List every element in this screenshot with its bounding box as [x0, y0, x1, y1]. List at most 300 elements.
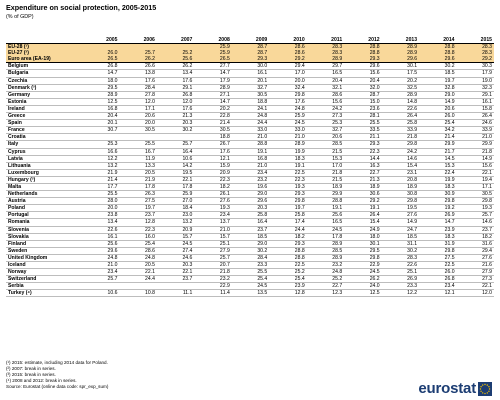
value-cell: 25.3 [307, 120, 344, 127]
value-cell: 18.8 [232, 98, 269, 105]
value-cell: 20.1 [232, 77, 269, 84]
value-cell: 20.8 [382, 176, 419, 183]
value-cell: 27.6 [382, 212, 419, 219]
value-cell: 25.5 [344, 120, 381, 127]
value-cell: 13.4 [82, 219, 119, 226]
value-cell: 23.2 [194, 276, 231, 283]
value-cell: 28.7 [232, 50, 269, 56]
table-row [6, 169, 494, 176]
value-cell: 20.9 [194, 169, 231, 176]
value-cell: 20.7 [194, 262, 231, 269]
value-cell: 26.0 [82, 50, 119, 56]
value-cell: 28.8 [419, 50, 456, 56]
value-cell: 20.3 [157, 262, 194, 269]
table-row [6, 276, 494, 283]
row-label: Ireland [6, 105, 82, 112]
value-cell: 29.1 [157, 84, 194, 91]
value-cell: 15.0 [344, 98, 381, 105]
value-cell: 15.6 [307, 98, 344, 105]
value-cell: 26.7 [194, 141, 231, 148]
value-cell: 22.5 [269, 262, 306, 269]
header-row [6, 37, 494, 44]
value-cell: 24.8 [119, 254, 156, 261]
value-cell: 20.9 [157, 226, 194, 233]
value-cell: 17.0 [307, 162, 344, 169]
value-cell: 14.7 [194, 98, 231, 105]
value-cell: 29.9 [307, 191, 344, 198]
value-cell: 17.9 [457, 70, 494, 77]
value-cell: 15.3 [307, 155, 344, 162]
value-cell: 28.9 [307, 240, 344, 247]
row-label: Czechia [6, 77, 82, 84]
value-cell [82, 283, 119, 290]
row-label: Netherlands [6, 191, 82, 198]
value-cell: 22.1 [157, 176, 194, 183]
value-cell: 20.6 [419, 105, 456, 112]
value-cell: 25.7 [157, 141, 194, 148]
value-cell: 20.0 [119, 120, 156, 127]
value-cell: 20.3 [232, 205, 269, 212]
value-cell: 25.5 [119, 141, 156, 148]
value-cell: 15.6 [457, 162, 494, 169]
table-row [6, 205, 494, 212]
value-cell: 27.5 [119, 198, 156, 205]
value-cell: 19.9 [419, 176, 456, 183]
value-cell: 19.6 [232, 183, 269, 190]
value-cell: 18.2 [457, 233, 494, 240]
value-cell: 23.7 [119, 212, 156, 219]
value-cell: 17.8 [119, 183, 156, 190]
value-cell: 30.8 [382, 191, 419, 198]
table-title: Expenditure on social protection, 2005-2015 [6, 3, 157, 12]
value-cell: 13.7 [194, 219, 231, 226]
value-cell: 23.4 [232, 169, 269, 176]
value-cell: 27.3 [307, 113, 344, 120]
value-cell: 29.6 [419, 56, 456, 63]
value-cell: 24.0 [344, 283, 381, 290]
table-row [6, 240, 494, 247]
value-cell: 12.0 [457, 290, 494, 297]
value-cell: 24.8 [82, 254, 119, 261]
value-cell: 23.0 [157, 212, 194, 219]
value-cell: 29.8 [269, 91, 306, 98]
value-cell: 21.0 [82, 262, 119, 269]
table-row [6, 148, 494, 155]
row-label: EU-28 (¹) [6, 44, 82, 51]
value-cell: 28.3 [457, 44, 494, 51]
value-cell: 26.4 [382, 113, 419, 120]
value-cell: 26.3 [119, 191, 156, 198]
table-row [6, 262, 494, 269]
value-cell: 24.6 [157, 254, 194, 261]
value-cell: 31.6 [457, 240, 494, 247]
row-label: Slovenia [6, 226, 82, 233]
value-cell: 16.7 [119, 148, 156, 155]
row-label: Euro area (EA-19) [6, 56, 82, 63]
value-cell: 24.4 [269, 226, 306, 233]
value-cell: 23.7 [157, 276, 194, 283]
value-cell: 26.1 [194, 191, 231, 198]
value-cell: 17.7 [82, 183, 119, 190]
value-cell: 26.9 [382, 276, 419, 283]
value-cell: 22.5 [269, 169, 306, 176]
value-cell: 16.1 [232, 70, 269, 77]
row-label: Hungary (³) [6, 176, 82, 183]
value-cell: 30.6 [344, 191, 381, 198]
value-cell: 22.7 [307, 283, 344, 290]
footnote: (⁴) 2008 and 2012: break in series. [6, 378, 77, 383]
value-cell: 12.5 [344, 290, 381, 297]
value-cell: 20.4 [307, 77, 344, 84]
value-cell: 19.1 [269, 162, 306, 169]
value-cell: 28.6 [307, 91, 344, 98]
value-cell: 21.4 [419, 134, 456, 141]
value-cell: 21.6 [457, 262, 494, 269]
table-row [6, 254, 494, 261]
value-cell: 27.0 [157, 198, 194, 205]
value-cell: 25.4 [419, 120, 456, 127]
value-cell: 28.8 [419, 44, 456, 51]
value-cell: 20.2 [382, 77, 419, 84]
value-cell: 29.3 [269, 191, 306, 198]
value-cell: 16.5 [307, 219, 344, 226]
value-cell: 18.5 [419, 70, 456, 77]
source-note: Source: Eurostat (online data code: spr_exp_sum) [6, 384, 109, 389]
header-cell: 2013 [382, 37, 419, 44]
value-cell: 28.6 [269, 50, 306, 56]
value-cell: 24.8 [269, 105, 306, 112]
value-cell: 33.0 [269, 127, 306, 134]
value-cell: 19.7 [119, 205, 156, 212]
value-cell: 28.4 [119, 84, 156, 91]
row-label: Portugal [6, 212, 82, 219]
value-cell: 16.5 [307, 70, 344, 77]
value-cell: 14.9 [457, 155, 494, 162]
value-cell: 29.1 [457, 91, 494, 98]
value-cell: 19.1 [344, 205, 381, 212]
table-body [6, 44, 494, 297]
value-cell: 28.7 [344, 91, 381, 98]
value-cell: 32.7 [307, 127, 344, 134]
value-cell: 28.9 [269, 141, 306, 148]
value-cell: 21.8 [382, 134, 419, 141]
value-cell: 16.0 [119, 233, 156, 240]
value-cell: 15.3 [419, 162, 456, 169]
value-cell: 32.8 [419, 84, 456, 91]
value-cell: 17.6 [157, 105, 194, 112]
value-cell: 14.4 [344, 155, 381, 162]
value-cell: 25.9 [269, 113, 306, 120]
value-cell: 10.8 [119, 290, 156, 297]
row-label: Switzerland [6, 276, 82, 283]
logo-text: eurostat [418, 380, 476, 397]
value-cell: 17.6 [119, 77, 156, 84]
value-cell: 18.9 [307, 183, 344, 190]
value-cell: 29.0 [419, 91, 456, 98]
value-cell: 22.9 [194, 283, 231, 290]
header-cell: 2005 [82, 37, 119, 44]
row-label: Austria [6, 198, 82, 205]
row-label: Denmark (³) [6, 84, 82, 91]
value-cell: 30.2 [157, 127, 194, 134]
value-cell: 28.6 [269, 44, 306, 51]
value-cell: 24.2 [307, 105, 344, 112]
value-cell: 14.9 [419, 98, 456, 105]
row-label: Bulgaria [6, 70, 82, 77]
value-cell: 25.4 [232, 276, 269, 283]
row-label: Spain [6, 120, 82, 127]
value-cell: 19.5 [157, 169, 194, 176]
header-cell: 2011 [307, 37, 344, 44]
value-cell: 29.4 [269, 63, 306, 70]
row-label: Germany [6, 91, 82, 98]
table-row [6, 233, 494, 240]
value-cell: 16.8 [232, 155, 269, 162]
value-cell: 12.8 [269, 290, 306, 297]
value-cell: 24.7 [382, 226, 419, 233]
row-label: Poland [6, 205, 82, 212]
value-cell: 18.8 [194, 134, 231, 141]
value-cell: 30.1 [344, 240, 381, 247]
value-cell: 27.4 [157, 247, 194, 254]
value-cell: 28.0 [82, 198, 119, 205]
value-cell: 25.1 [194, 240, 231, 247]
header-cell: 2012 [344, 37, 381, 44]
value-cell: 23.4 [194, 212, 231, 219]
value-cell: 17.6 [269, 98, 306, 105]
value-cell: 25.8 [269, 212, 306, 219]
value-cell: 14.8 [382, 98, 419, 105]
table-row [6, 269, 494, 276]
value-cell: 26.2 [344, 276, 381, 283]
value-cell: 24.4 [232, 120, 269, 127]
row-label: United Kingdom [6, 254, 82, 261]
value-cell: 17.8 [307, 233, 344, 240]
row-label: Greece [6, 113, 82, 120]
value-cell: 24.8 [307, 269, 344, 276]
value-cell: 22.6 [382, 105, 419, 112]
value-cell [157, 283, 194, 290]
value-cell: 12.2 [82, 155, 119, 162]
value-cell: 20.2 [194, 105, 231, 112]
value-cell: 27.9 [457, 269, 494, 276]
footnote: (³) 2015: break in series. [6, 372, 56, 377]
value-cell: 28.3 [307, 44, 344, 51]
value-cell: 18.0 [82, 77, 119, 84]
value-cell: 15.7 [157, 233, 194, 240]
table-row [6, 98, 494, 105]
value-cell: 27.1 [194, 91, 231, 98]
row-label: Lithuania [6, 162, 82, 169]
value-cell: 30.2 [232, 247, 269, 254]
value-cell [82, 134, 119, 141]
value-cell: 28.4 [232, 254, 269, 261]
value-cell: 22.1 [157, 269, 194, 276]
value-cell: 29.0 [232, 191, 269, 198]
value-cell: 18.9 [382, 183, 419, 190]
value-cell: 11.9 [119, 155, 156, 162]
value-cell: 21.0 [194, 226, 231, 233]
value-cell: 29.8 [382, 198, 419, 205]
value-cell: 25.5 [82, 191, 119, 198]
value-cell: 17.0 [269, 70, 306, 77]
value-cell: 19.2 [419, 205, 456, 212]
value-cell: 18.3 [419, 233, 456, 240]
value-cell: 26.6 [119, 63, 156, 70]
value-cell: 22.6 [82, 226, 119, 233]
table-row [6, 219, 494, 226]
value-cell: 26.5 [82, 56, 119, 63]
header-cell: 2014 [419, 37, 456, 44]
row-label: Luxembourg [6, 169, 82, 176]
value-cell: 16.1 [457, 98, 494, 105]
value-cell: 23.8 [82, 212, 119, 219]
value-cell: 29.6 [232, 198, 269, 205]
value-cell: 25.6 [307, 212, 344, 219]
value-cell [82, 44, 119, 51]
value-cell: 34.2 [419, 127, 456, 134]
footnote: (¹) 2015: estimate, including 2014 data for Poland. [6, 360, 108, 365]
table-row [6, 77, 494, 84]
value-cell: 21.0 [269, 134, 306, 141]
value-cell: 27.3 [457, 276, 494, 283]
value-cell: 29.7 [307, 63, 344, 70]
value-cell: 30.0 [232, 63, 269, 70]
value-cell: 15.4 [382, 162, 419, 169]
value-cell: 19.7 [269, 205, 306, 212]
value-cell: 25.6 [157, 56, 194, 63]
value-cell: 22.4 [419, 169, 456, 176]
aggregate-row [6, 44, 494, 51]
value-cell: 13.5 [232, 290, 269, 297]
value-cell: 21.3 [157, 113, 194, 120]
value-cell: 12.1 [419, 290, 456, 297]
row-label: Sweden [6, 247, 82, 254]
value-cell: 22.6 [382, 262, 419, 269]
value-cell: 28.7 [232, 44, 269, 51]
value-cell: 32.3 [457, 84, 494, 91]
row-label: Norway [6, 269, 82, 276]
value-cell: 30.7 [82, 127, 119, 134]
value-cell: 29.3 [344, 56, 381, 63]
value-cell: 25.3 [82, 141, 119, 148]
row-label: Croatia [6, 134, 82, 141]
value-cell: 23.4 [419, 283, 456, 290]
value-cell: 28.5 [307, 141, 344, 148]
table-row [6, 198, 494, 205]
value-cell: 15.8 [457, 105, 494, 112]
value-cell: 26.8 [157, 91, 194, 98]
value-cell: 21.0 [232, 162, 269, 169]
value-cell: 21.4 [82, 176, 119, 183]
value-cell: 25.9 [194, 44, 231, 51]
header-cell: 2009 [232, 37, 269, 44]
value-cell: 20.4 [344, 77, 381, 84]
value-cell: 26.8 [419, 276, 456, 283]
value-cell: 22.3 [269, 176, 306, 183]
value-cell: 15.9 [194, 162, 231, 169]
value-cell: 23.4 [82, 269, 119, 276]
value-cell: 33.9 [382, 127, 419, 134]
value-cell: 24.4 [119, 276, 156, 283]
value-cell: 22.1 [457, 283, 494, 290]
table-row [6, 141, 494, 148]
row-label: Estonia [6, 98, 82, 105]
value-cell: 15.4 [344, 219, 381, 226]
value-cell: 29.8 [457, 198, 494, 205]
value-cell: 30.2 [382, 247, 419, 254]
value-cell: 25.4 [269, 276, 306, 283]
value-cell: 27.7 [194, 63, 231, 70]
value-cell: 27.6 [457, 254, 494, 261]
value-cell: 14.5 [419, 155, 456, 162]
value-cell: 29.9 [457, 141, 494, 148]
value-cell: 28.6 [119, 247, 156, 254]
value-cell: 21.8 [194, 269, 231, 276]
value-cell: 17.1 [119, 105, 156, 112]
value-cell: 29.9 [419, 141, 456, 148]
footnotes [6, 360, 108, 390]
value-cell: 12.8 [119, 219, 156, 226]
value-cell: 25.2 [157, 50, 194, 56]
value-cell: 19.9 [269, 148, 306, 155]
value-cell: 28.8 [269, 247, 306, 254]
value-cell: 19.5 [382, 205, 419, 212]
value-cell: 17.4 [269, 219, 306, 226]
value-cell: 18.3 [419, 183, 456, 190]
value-cell: 26.0 [419, 269, 456, 276]
value-cell: 23.7 [457, 226, 494, 233]
value-cell: 23.2 [232, 176, 269, 183]
value-cell: 24.5 [307, 226, 344, 233]
value-cell: 12.0 [119, 98, 156, 105]
value-cell: 27.9 [194, 247, 231, 254]
table-row [6, 155, 494, 162]
value-cell: 17.9 [194, 77, 231, 84]
value-cell: 24.1 [232, 105, 269, 112]
value-cell: 20.6 [307, 134, 344, 141]
value-cell: 32.7 [232, 84, 269, 91]
value-cell: 21.0 [457, 134, 494, 141]
value-cell: 29.8 [269, 198, 306, 205]
value-cell: 32.5 [382, 84, 419, 91]
value-cell: 28.3 [307, 50, 344, 56]
value-cell: 16.8 [82, 105, 119, 112]
value-cell: 28.8 [232, 141, 269, 148]
value-cell: 14.7 [82, 70, 119, 77]
table-row [6, 183, 494, 190]
value-cell: 12.2 [382, 290, 419, 297]
value-cell: 21.9 [82, 169, 119, 176]
value-cell: 29.8 [419, 198, 456, 205]
value-cell: 14.9 [382, 219, 419, 226]
value-cell: 21.4 [194, 120, 231, 127]
value-cell: 29.3 [344, 141, 381, 148]
value-cell: 28.1 [344, 113, 381, 120]
value-cell: 25.7 [119, 50, 156, 56]
value-cell: 28.8 [269, 254, 306, 261]
value-cell: 23.6 [344, 105, 381, 112]
value-cell: 15.6 [344, 70, 381, 77]
value-cell: 21.8 [457, 148, 494, 155]
value-cell: 24.9 [344, 226, 381, 233]
table-row [6, 84, 494, 91]
row-label: EU-27 (²) [6, 50, 82, 56]
eu-stars-icon [478, 382, 492, 396]
value-cell: 21.8 [307, 169, 344, 176]
value-cell: 17.6 [194, 148, 231, 155]
value-cell: 29.2 [457, 56, 494, 63]
